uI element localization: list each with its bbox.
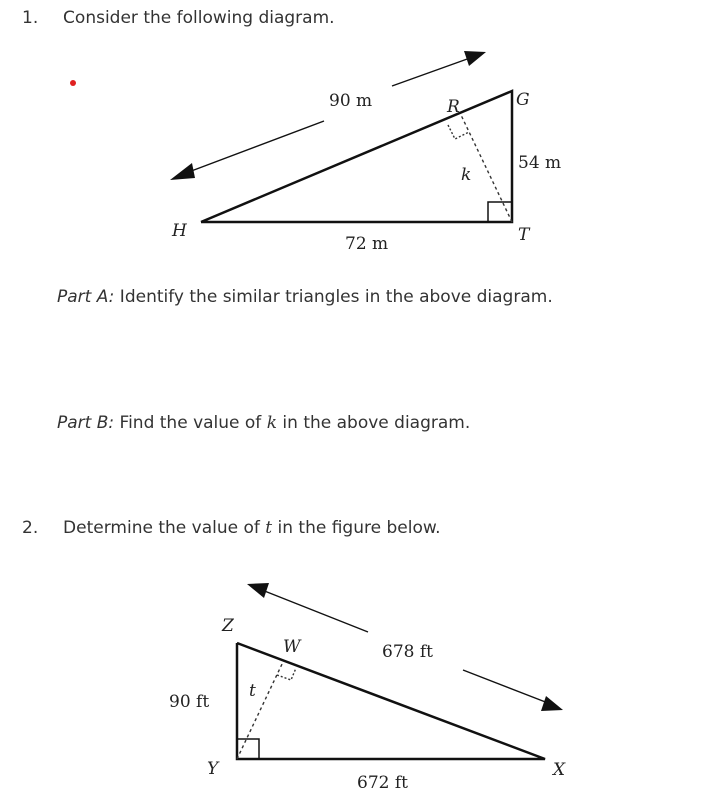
part-b-label: Part B: — [57, 413, 115, 433]
label-vertex-t: T — [518, 225, 530, 245]
arrowhead-right-icon-2 — [541, 696, 563, 711]
label-hypotenuse-2: 678 ft — [382, 642, 433, 662]
label-hypotenuse: 90 m — [329, 91, 373, 111]
label-vertex-z: Z — [222, 616, 234, 636]
altitude-t — [237, 662, 283, 759]
part-b-text-before: Find the value of — [114, 413, 267, 433]
right-angle-mark-r — [448, 125, 469, 139]
question-1-prompt: Consider the following diagram. — [63, 8, 335, 28]
label-k: k — [461, 165, 472, 185]
arrowhead-left-icon-2 — [247, 583, 269, 598]
red-dot-marker — [70, 80, 76, 86]
dimension-arrow-line-left — [186, 121, 324, 173]
arrowhead-right-icon — [464, 51, 486, 66]
label-vertical-side-2: 90 ft — [169, 692, 210, 712]
label-vertex-h: H — [172, 221, 187, 241]
part-a — [57, 287, 553, 307]
label-vertical-side: 54 m — [518, 153, 562, 173]
label-point-w: W — [283, 637, 301, 657]
part-b-text-after: in the above diagram. — [277, 413, 471, 433]
part-a-text: Identify the similar triangles in the above diagram. — [114, 287, 553, 307]
part-a-label: Part A: — [57, 287, 115, 307]
question-2-var: t — [265, 518, 273, 538]
label-vertex-y: Y — [207, 759, 219, 779]
part-b-var: k — [266, 413, 278, 433]
right-angle-mark-t — [488, 202, 512, 222]
arrowhead-left-icon — [170, 163, 195, 180]
label-point-r: R — [447, 97, 460, 117]
label-base-2: 672 ft — [357, 773, 408, 793]
dimension-arrow-line-right — [392, 58, 470, 86]
question-2-prompt-before: Determine the value of — [63, 518, 266, 538]
question-2-prompt-after: in the figure below. — [272, 518, 441, 538]
dimension-arrow-line-left-2 — [262, 590, 368, 632]
question-2-text — [22, 518, 441, 538]
right-angle-mark-y — [237, 739, 259, 759]
question-2-number: 2. — [22, 518, 39, 538]
dimension-arrow-line-right-2 — [463, 670, 548, 703]
label-base: 72 m — [345, 234, 389, 254]
label-vertex-x: X — [553, 760, 566, 780]
question-1-number: 1. — [22, 8, 39, 28]
part-b — [57, 413, 470, 433]
label-t: t — [249, 681, 256, 701]
label-vertex-g: G — [516, 90, 530, 110]
